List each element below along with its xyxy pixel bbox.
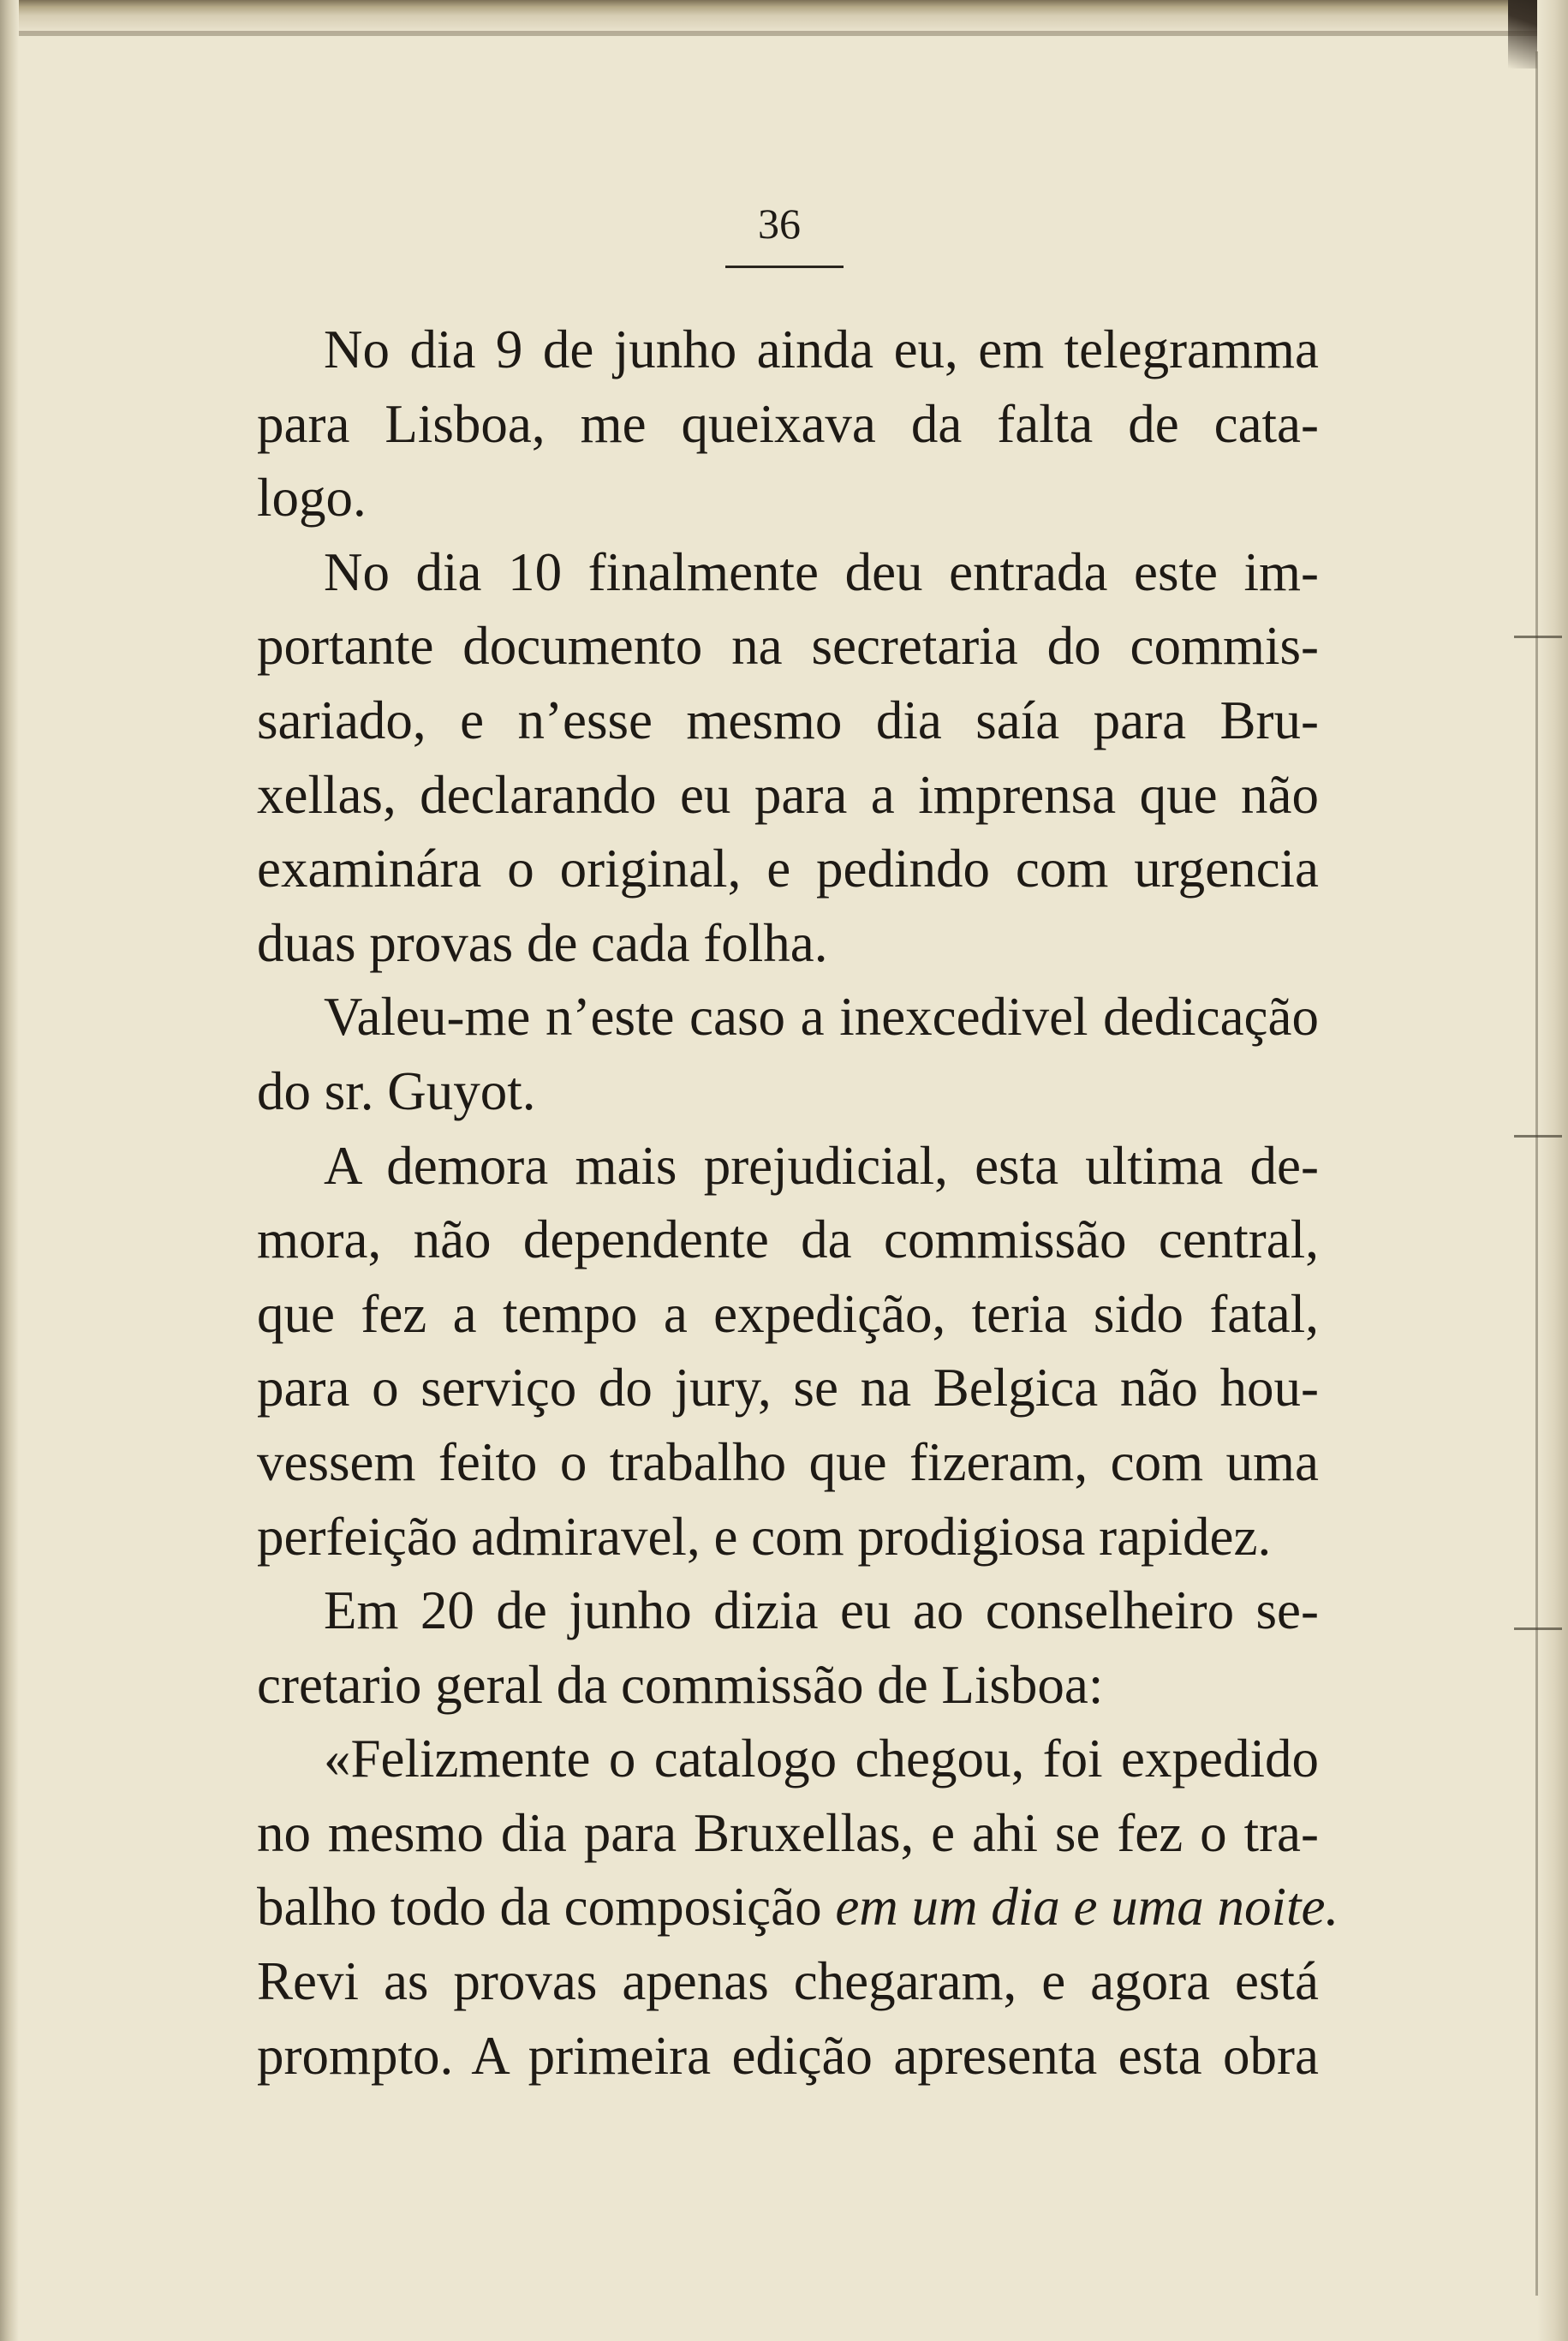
page-right-edge bbox=[1537, 0, 1568, 2341]
text-line-content: cretario geral da commissão de Lisboa: bbox=[257, 1654, 1104, 1715]
body-text bbox=[257, 313, 1339, 2093]
text-line bbox=[257, 1351, 1319, 1425]
text-line bbox=[257, 1277, 1319, 1352]
text-line bbox=[257, 1722, 1319, 1796]
text-line-content: examinára o original, e pedindo com urgencia bbox=[257, 839, 1319, 899]
text-line-content: do sr. Guyot. bbox=[257, 1060, 536, 1121]
page-top-shadow bbox=[0, 31, 1541, 36]
text-line-content: vessem feito o trabalho que fizeram, com uma bbox=[257, 1431, 1319, 1492]
text-line-content: para Lisboa, me queixava da falta de cata- bbox=[257, 393, 1319, 454]
text-line-content: No dia 10 finalmente deu entrada este im- bbox=[324, 541, 1319, 602]
page-edge-tick bbox=[1514, 1135, 1562, 1138]
text-line-content: A demora mais prejudicial, esta ultima de- bbox=[324, 1135, 1319, 1196]
text-line bbox=[257, 758, 1319, 833]
text-line-content: portante documento na secretaria do commis- bbox=[257, 616, 1319, 677]
text-line-content: Em 20 de junho dizia eu ao conselheiro se- bbox=[324, 1580, 1319, 1641]
text-line-content: no mesmo dia para Bruxellas, e ahi se fez o tra- bbox=[257, 1802, 1319, 1863]
text-line bbox=[257, 313, 1319, 387]
text-line-content: que fez a tempo a expedição, teria sido fatal, bbox=[257, 1283, 1319, 1344]
text-line-content: prompto. A primeira edição apresenta esta obra bbox=[257, 2025, 1319, 2086]
text-line bbox=[257, 832, 1319, 906]
text-line-content: xellas, declarando eu para a imprensa que não bbox=[257, 764, 1319, 825]
text-line-content: Valeu-me n’este caso a inexcedivel dedicação bbox=[324, 987, 1319, 1048]
text-line bbox=[257, 1796, 1319, 1871]
text-line bbox=[257, 1574, 1319, 1648]
text-line-content: balho todo da composição bbox=[257, 1877, 822, 1938]
text-line bbox=[257, 1203, 1319, 1277]
text-line-content: sariado, e n’esse mesmo dia saía para Bru- bbox=[257, 690, 1319, 750]
page-number: 36 bbox=[758, 200, 801, 248]
text-line-content: Revi as provas apenas chegaram, e agora está bbox=[257, 1951, 1319, 2012]
text-line bbox=[257, 609, 1319, 684]
text-line-content: «Felizmente o catalogo chegou, foi expedido bbox=[324, 1729, 1319, 1789]
text-line-content: perfeição admiravel, e com prodigiosa rapidez. bbox=[257, 1506, 1272, 1567]
text-line-content: mora, não dependente da commissão central, bbox=[257, 1209, 1319, 1270]
text-line bbox=[257, 906, 1319, 981]
text-line bbox=[257, 980, 1319, 1054]
page-edge-tick bbox=[1514, 1627, 1562, 1630]
text-line-content: para o serviço do jury, se na Belgica não hou- bbox=[257, 1358, 1319, 1418]
text-line-content: logo. bbox=[257, 468, 367, 529]
text-line bbox=[257, 1054, 1319, 1129]
page-number-rule bbox=[725, 266, 844, 268]
text-line bbox=[257, 1500, 1319, 1574]
text-line-content: duas provas de cada folha. bbox=[257, 912, 828, 973]
text-line bbox=[257, 535, 1319, 610]
text-line bbox=[257, 1425, 1319, 1500]
text-line bbox=[257, 2019, 1319, 2093]
text-line bbox=[257, 387, 1319, 462]
page-right-rule bbox=[1535, 51, 1538, 2296]
text-line bbox=[257, 684, 1319, 758]
text-line bbox=[257, 1648, 1319, 1723]
text-line-content: No dia 9 de junho ainda eu, em telegramma bbox=[324, 319, 1319, 379]
text-line bbox=[257, 1870, 1339, 1944]
text-line bbox=[257, 461, 1319, 535]
text-line-italic: em um dia e uma noite. bbox=[835, 1877, 1339, 1938]
page-left-edge bbox=[0, 0, 19, 2341]
page-top-edge bbox=[0, 0, 1568, 34]
text-line bbox=[257, 1944, 1319, 2019]
text-line bbox=[257, 1129, 1319, 1203]
page-edge-tick bbox=[1514, 636, 1562, 638]
